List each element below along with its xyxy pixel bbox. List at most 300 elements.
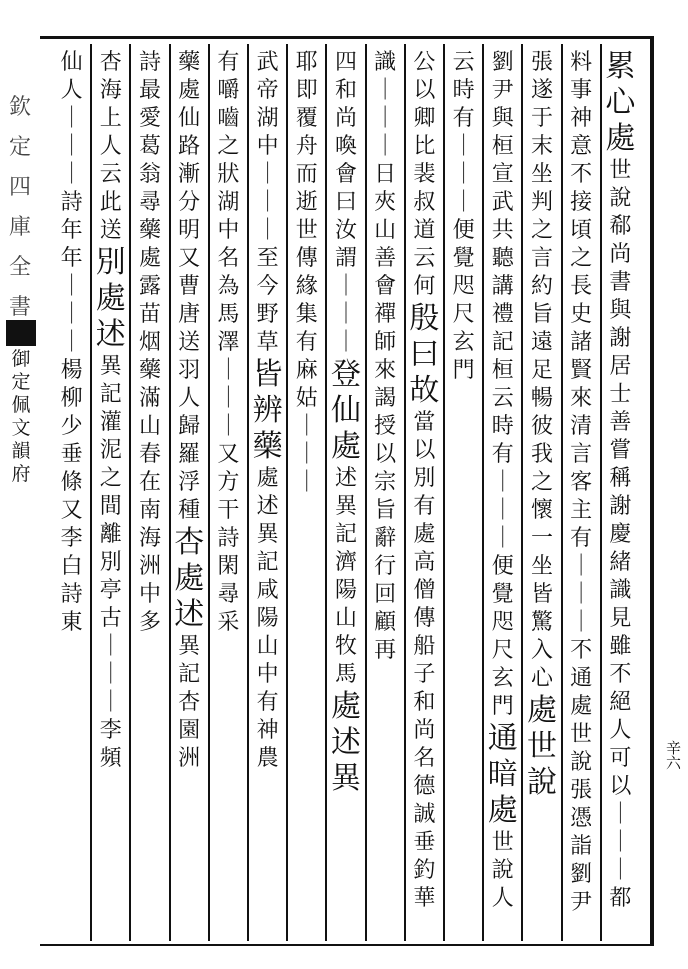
text-char: 覆 — [295, 106, 318, 131]
text-char: 之 — [530, 470, 553, 495]
text-char: 牧 — [334, 634, 357, 659]
text-char: 識 — [374, 50, 397, 75]
text-char: 與 — [609, 298, 632, 323]
text-char: ｜ — [491, 526, 514, 551]
text-char: 有 — [570, 526, 593, 551]
text-char: 述 — [256, 494, 279, 519]
text-char: 于 — [530, 106, 553, 131]
text-char: 說 — [570, 750, 593, 775]
text-char: 來 — [570, 386, 593, 411]
text-char: 玄 — [452, 330, 475, 355]
headword-char: 通 — [487, 721, 518, 756]
text-char: ｜ — [334, 302, 357, 327]
text-char: 記 — [491, 330, 514, 355]
text-char: 尺 — [491, 638, 514, 663]
text-char: 言 — [530, 246, 553, 271]
text-char: 露 — [138, 274, 161, 299]
title-char: 御 — [11, 348, 31, 370]
text-char: 杏 — [178, 690, 201, 715]
margin-char: 定 — [8, 135, 31, 160]
text-char: ｜ — [60, 162, 83, 187]
text-char: 曹 — [178, 274, 201, 299]
text-char: 主 — [570, 498, 593, 523]
text-char: 頃 — [570, 218, 593, 243]
text-char: 分 — [178, 190, 201, 215]
text-char: 姑 — [295, 386, 318, 411]
text-char: 坐 — [530, 554, 553, 579]
margin-char: 庫 — [8, 215, 31, 240]
text-char: 農 — [256, 746, 279, 771]
headword-char: 處 — [174, 561, 205, 596]
title-char: 文 — [11, 417, 31, 439]
text-char: 別 — [99, 550, 122, 575]
text-char: 行 — [374, 554, 397, 579]
text-char: 杏 — [99, 50, 122, 75]
text-char: ｜ — [217, 414, 240, 439]
text-char: 山 — [256, 634, 279, 659]
text-char: 謝 — [609, 494, 632, 519]
text-char: 子 — [413, 662, 436, 687]
headword-char: 心 — [605, 85, 636, 120]
text-char: 書 — [609, 270, 632, 295]
text-char: 澤 — [217, 330, 240, 355]
text-char: 中 — [256, 662, 279, 687]
text-char: 時 — [452, 78, 475, 103]
text-char: ｜ — [452, 190, 475, 215]
text-char: 當 — [413, 410, 436, 435]
text-char: ｜ — [60, 302, 83, 327]
text-char: 耶 — [295, 50, 318, 75]
text-char: 慶 — [609, 522, 632, 547]
text-char: 神 — [570, 106, 593, 131]
text-char: ｜ — [60, 134, 83, 159]
text-char: 灌 — [99, 410, 122, 435]
text-char: 說 — [491, 858, 514, 883]
text-char: 湖 — [256, 106, 279, 131]
text-char: ｜ — [452, 162, 475, 187]
text-char: 門 — [452, 358, 475, 383]
text-char: 善 — [374, 246, 397, 271]
text-char: 人 — [178, 386, 201, 411]
text-char: 裴 — [413, 162, 436, 187]
text-char: 藥 — [138, 358, 161, 383]
text-char: 共 — [491, 218, 514, 243]
headword-char: 述 — [331, 725, 361, 760]
text-char: 辭 — [374, 526, 397, 551]
text-char: 人 — [491, 886, 514, 911]
text-char: 云 — [413, 246, 436, 271]
text-char: 仙 — [60, 50, 83, 75]
text-char: 德 — [413, 774, 436, 799]
text-char: 尚 — [413, 718, 436, 743]
text-char: 異 — [99, 354, 122, 379]
text-char: 在 — [138, 470, 161, 495]
text-char: 再 — [374, 638, 397, 663]
headword-char: 別 — [95, 245, 126, 280]
text-char: 海 — [138, 526, 161, 551]
text-char: 苗 — [138, 302, 161, 327]
text-char: 垂 — [60, 442, 83, 467]
text-char: 舟 — [295, 134, 318, 159]
text-char: 劉 — [491, 50, 514, 75]
text-char: ｜ — [491, 470, 514, 495]
text-char: 不 — [570, 638, 593, 663]
text-char: 憑 — [570, 806, 593, 831]
headword-char: 說 — [527, 765, 557, 800]
text-char: 門 — [491, 694, 514, 719]
text-char: 嘗 — [609, 438, 632, 463]
text-char: 離 — [99, 522, 122, 547]
headword-char: 述 — [174, 597, 205, 632]
text-char: 送 — [178, 330, 201, 355]
text-char: 此 — [99, 190, 122, 215]
text-char: ｜ — [256, 218, 279, 243]
text-char: ｜ — [60, 274, 83, 299]
text-char: 一 — [530, 526, 553, 551]
text-char: 卿 — [413, 106, 436, 131]
text-char: 滿 — [138, 386, 161, 411]
text-char: 有 — [491, 442, 514, 467]
headword-char: 杏 — [174, 525, 205, 560]
text-char: 驚 — [530, 610, 553, 635]
text-char: 桓 — [491, 358, 514, 383]
text-char: ｜ — [60, 106, 83, 131]
text-char: 別 — [413, 466, 436, 491]
text-char: 誠 — [413, 802, 436, 827]
text-char: 覺 — [452, 246, 475, 271]
text-char: 上 — [99, 106, 122, 131]
text-char: 南 — [138, 498, 161, 523]
text-char: 干 — [217, 498, 240, 523]
text-char: 劉 — [570, 862, 593, 887]
text-char: 通 — [570, 666, 593, 691]
text-char: 中 — [138, 582, 161, 607]
text-char: 以 — [374, 442, 397, 467]
text-char: 旨 — [530, 302, 553, 327]
text-char: 尚 — [334, 106, 357, 131]
headword-char: 曰 — [409, 337, 440, 372]
text-char: 便 — [491, 554, 514, 579]
text-char: 玄 — [491, 666, 514, 691]
text-char: 不 — [570, 162, 593, 187]
text-char: ｜ — [295, 414, 318, 439]
text-char: 李 — [99, 718, 122, 743]
text-char: 山 — [374, 218, 397, 243]
text-char: 以 — [413, 78, 436, 103]
text-char: 皆 — [530, 582, 553, 607]
text-char: 翁 — [138, 162, 161, 187]
text-char: 心 — [530, 666, 553, 691]
margin-char: 書 — [8, 295, 31, 320]
text-char: 世 — [609, 158, 632, 183]
text-char: 彼 — [530, 414, 553, 439]
text-char: 處 — [413, 522, 436, 547]
text-char: 麻 — [295, 358, 318, 383]
text-char: 馬 — [334, 662, 357, 687]
text-char: 記 — [178, 662, 201, 687]
text-char: 便 — [452, 218, 475, 243]
text-char: 料 — [570, 50, 593, 75]
text-char: 又 — [217, 442, 240, 467]
title-char: 定 — [11, 371, 31, 393]
text-char: 采 — [217, 610, 240, 635]
text-char: 來 — [374, 358, 397, 383]
text-char: 集 — [295, 302, 318, 327]
text-char: 傳 — [295, 246, 318, 271]
text-char: 詩 — [60, 582, 83, 607]
side-margin — [0, 40, 42, 940]
text-char: 武 — [491, 190, 514, 215]
text-char: 藥 — [138, 218, 161, 243]
text-char: 居 — [609, 354, 632, 379]
text-char: 謂 — [334, 246, 357, 271]
text-char: 野 — [256, 302, 279, 327]
text-char: 旨 — [374, 498, 397, 523]
text-char: 逝 — [295, 190, 318, 215]
text-char: ｜ — [374, 106, 397, 131]
text-char: 四 — [334, 50, 357, 75]
text-char: 名 — [413, 746, 436, 771]
text-char: 述 — [334, 466, 357, 491]
text-char: 覺 — [491, 582, 514, 607]
text-char: 垂 — [413, 830, 436, 855]
text-char: 多 — [138, 610, 161, 635]
text-char: 愛 — [138, 106, 161, 131]
text-char: 山 — [334, 606, 357, 631]
text-char: 唐 — [178, 302, 201, 327]
text-char: 咫 — [452, 274, 475, 299]
text-char: 有 — [413, 494, 436, 519]
text-char: ｜ — [374, 134, 397, 159]
text-char: 今 — [256, 274, 279, 299]
text-char: 都 — [609, 886, 632, 911]
text-char: ｜ — [491, 498, 514, 523]
text-char: 白 — [60, 554, 83, 579]
text-char: 詣 — [570, 834, 593, 859]
text-char: 禮 — [491, 302, 514, 327]
text-char: 有 — [256, 690, 279, 715]
text-char: 比 — [413, 134, 436, 159]
text-char: 尹 — [491, 78, 514, 103]
text-char: 坐 — [530, 162, 553, 187]
text-char: 尋 — [217, 582, 240, 607]
text-char: 高 — [413, 550, 436, 575]
text-char: 雖 — [609, 634, 632, 659]
text-char: 喚 — [334, 134, 357, 159]
text-char: 浮 — [178, 470, 201, 495]
text-char: 中 — [217, 218, 240, 243]
margin-top-text — [2, 90, 38, 330]
text-char: 帝 — [256, 78, 279, 103]
text-char: ｜ — [217, 386, 240, 411]
text-char: 即 — [295, 78, 318, 103]
text-char: 張 — [570, 778, 593, 803]
text-char: 之 — [99, 466, 122, 491]
text-char: 烟 — [138, 330, 161, 355]
text-char: 亭 — [99, 578, 122, 603]
text-char: 又 — [178, 246, 201, 271]
text-char: 云 — [491, 386, 514, 411]
text-char: 可 — [609, 746, 632, 771]
margin-char: 四 — [8, 175, 31, 200]
text-char: 宣 — [491, 162, 514, 187]
text-char: 禪 — [374, 302, 397, 327]
text-char: 閑 — [217, 554, 240, 579]
text-char: 路 — [178, 134, 201, 159]
text-char: 宗 — [374, 470, 397, 495]
text-char: 泥 — [99, 438, 122, 463]
text-char: 會 — [374, 274, 397, 299]
text-char: 世 — [295, 218, 318, 243]
text-char: 至 — [256, 246, 279, 271]
text-char: 名 — [217, 246, 240, 271]
margin-char: 欽 — [8, 95, 31, 120]
headword-char: 處 — [527, 693, 557, 728]
text-char: 桓 — [491, 134, 514, 159]
headword-char: 暗 — [487, 757, 518, 792]
text-char: ｜ — [99, 690, 122, 715]
text-char: 嚼 — [217, 78, 240, 103]
headword-char: 世 — [527, 729, 557, 764]
text-char: 謁 — [374, 386, 397, 411]
text-char: 入 — [530, 638, 553, 663]
title-char: 府 — [11, 463, 31, 485]
text-char: 何 — [413, 274, 436, 299]
text-char: 詩 — [60, 190, 83, 215]
text-char: ｜ — [334, 330, 357, 355]
text-char: 之 — [570, 246, 593, 271]
text-char: 葛 — [138, 134, 161, 159]
text-char: 武 — [256, 50, 279, 75]
text-char: 方 — [217, 470, 240, 495]
text-char: 客 — [570, 470, 593, 495]
text-char: 間 — [99, 494, 122, 519]
text-char: 之 — [217, 134, 240, 159]
text-char: 道 — [413, 218, 436, 243]
text-char: 授 — [374, 414, 397, 439]
text-char: 張 — [530, 50, 553, 75]
text-char: 異 — [256, 522, 279, 547]
text-char: 人 — [99, 134, 122, 159]
text-char: 為 — [217, 274, 240, 299]
text-char: 種 — [178, 498, 201, 523]
text-char: ｜ — [609, 802, 632, 827]
text-char: ｜ — [374, 78, 397, 103]
text-char: 咸 — [256, 578, 279, 603]
text-char: 顧 — [374, 610, 397, 635]
text-char: 海 — [99, 78, 122, 103]
text-char: 尚 — [609, 242, 632, 267]
text-char: 聽 — [491, 246, 514, 271]
text-char: 懷 — [530, 498, 553, 523]
text-char: 汝 — [334, 218, 357, 243]
text-char: ｜ — [60, 330, 83, 355]
text-char: 稱 — [609, 466, 632, 491]
text-char: 處 — [178, 78, 201, 103]
text-char: 山 — [138, 414, 161, 439]
headword-char: 殷 — [409, 301, 440, 336]
text-char: 濟 — [334, 550, 357, 575]
text-char: 緒 — [609, 550, 632, 575]
text-char: 曰 — [334, 190, 357, 215]
text-char: 云 — [99, 162, 122, 187]
text-char: 講 — [491, 274, 514, 299]
headword-char: 登 — [331, 357, 361, 392]
text-char: 咫 — [491, 610, 514, 635]
text-char: 詩 — [138, 50, 161, 75]
text-char: 陽 — [334, 578, 357, 603]
text-char: ｜ — [452, 134, 475, 159]
text-char: 又 — [60, 498, 83, 523]
text-char: 時 — [491, 414, 514, 439]
text-char: 事 — [570, 78, 593, 103]
headword-char: 藥 — [252, 429, 283, 464]
text-char: 與 — [491, 106, 514, 131]
text-char: 以 — [413, 438, 436, 463]
text-char: 異 — [178, 634, 201, 659]
text-char: 不 — [609, 662, 632, 687]
text-char: ｜ — [570, 610, 593, 635]
text-char: 言 — [570, 442, 593, 467]
text-char: 頻 — [99, 746, 122, 771]
text-char: 釣 — [413, 858, 436, 883]
headword-char: 述 — [95, 317, 126, 352]
text-char: 人 — [609, 718, 632, 743]
headword-char: 累 — [605, 49, 636, 84]
text-char: 士 — [609, 382, 632, 407]
text-char: 詩 — [217, 526, 240, 551]
text-char: 楊 — [60, 358, 83, 383]
text-char: 約 — [530, 274, 553, 299]
text-char: 湖 — [217, 190, 240, 215]
text-char: 處 — [256, 466, 279, 491]
text-char: 狀 — [217, 162, 240, 187]
text-char: 謝 — [609, 326, 632, 351]
text-char: 年 — [60, 246, 83, 271]
text-char: 尹 — [570, 890, 593, 915]
text-char: 送 — [99, 218, 122, 243]
text-char: 記 — [99, 382, 122, 407]
text-char: ｜ — [256, 162, 279, 187]
text-char: 善 — [609, 410, 632, 435]
text-char: 古 — [99, 606, 122, 631]
text-char: 以 — [609, 774, 632, 799]
text-char: 日 — [374, 162, 397, 187]
headword-char: 辨 — [252, 393, 283, 428]
title-char: 佩 — [11, 394, 31, 416]
book-title — [4, 350, 38, 488]
text-char: 洲 — [178, 746, 201, 771]
text-char: 中 — [256, 134, 279, 159]
text-char: 暢 — [530, 386, 553, 411]
title-char: 韻 — [11, 440, 31, 462]
text-char: 傳 — [413, 606, 436, 631]
text-char: 少 — [60, 414, 83, 439]
fishtail-mark — [6, 320, 36, 346]
text-char: 最 — [138, 78, 161, 103]
headword-char: 處 — [95, 281, 126, 316]
text-char: 意 — [570, 134, 593, 159]
headword-char: 仙 — [331, 393, 361, 428]
text-char: 嚙 — [217, 106, 240, 131]
text-char: ｜ — [99, 662, 122, 687]
text-char: 和 — [334, 78, 357, 103]
text-char: 東 — [60, 610, 83, 635]
text-char: ｜ — [295, 470, 318, 495]
text-char: 絕 — [609, 690, 632, 715]
text-char: ｜ — [570, 554, 593, 579]
text-char: 有 — [295, 330, 318, 355]
